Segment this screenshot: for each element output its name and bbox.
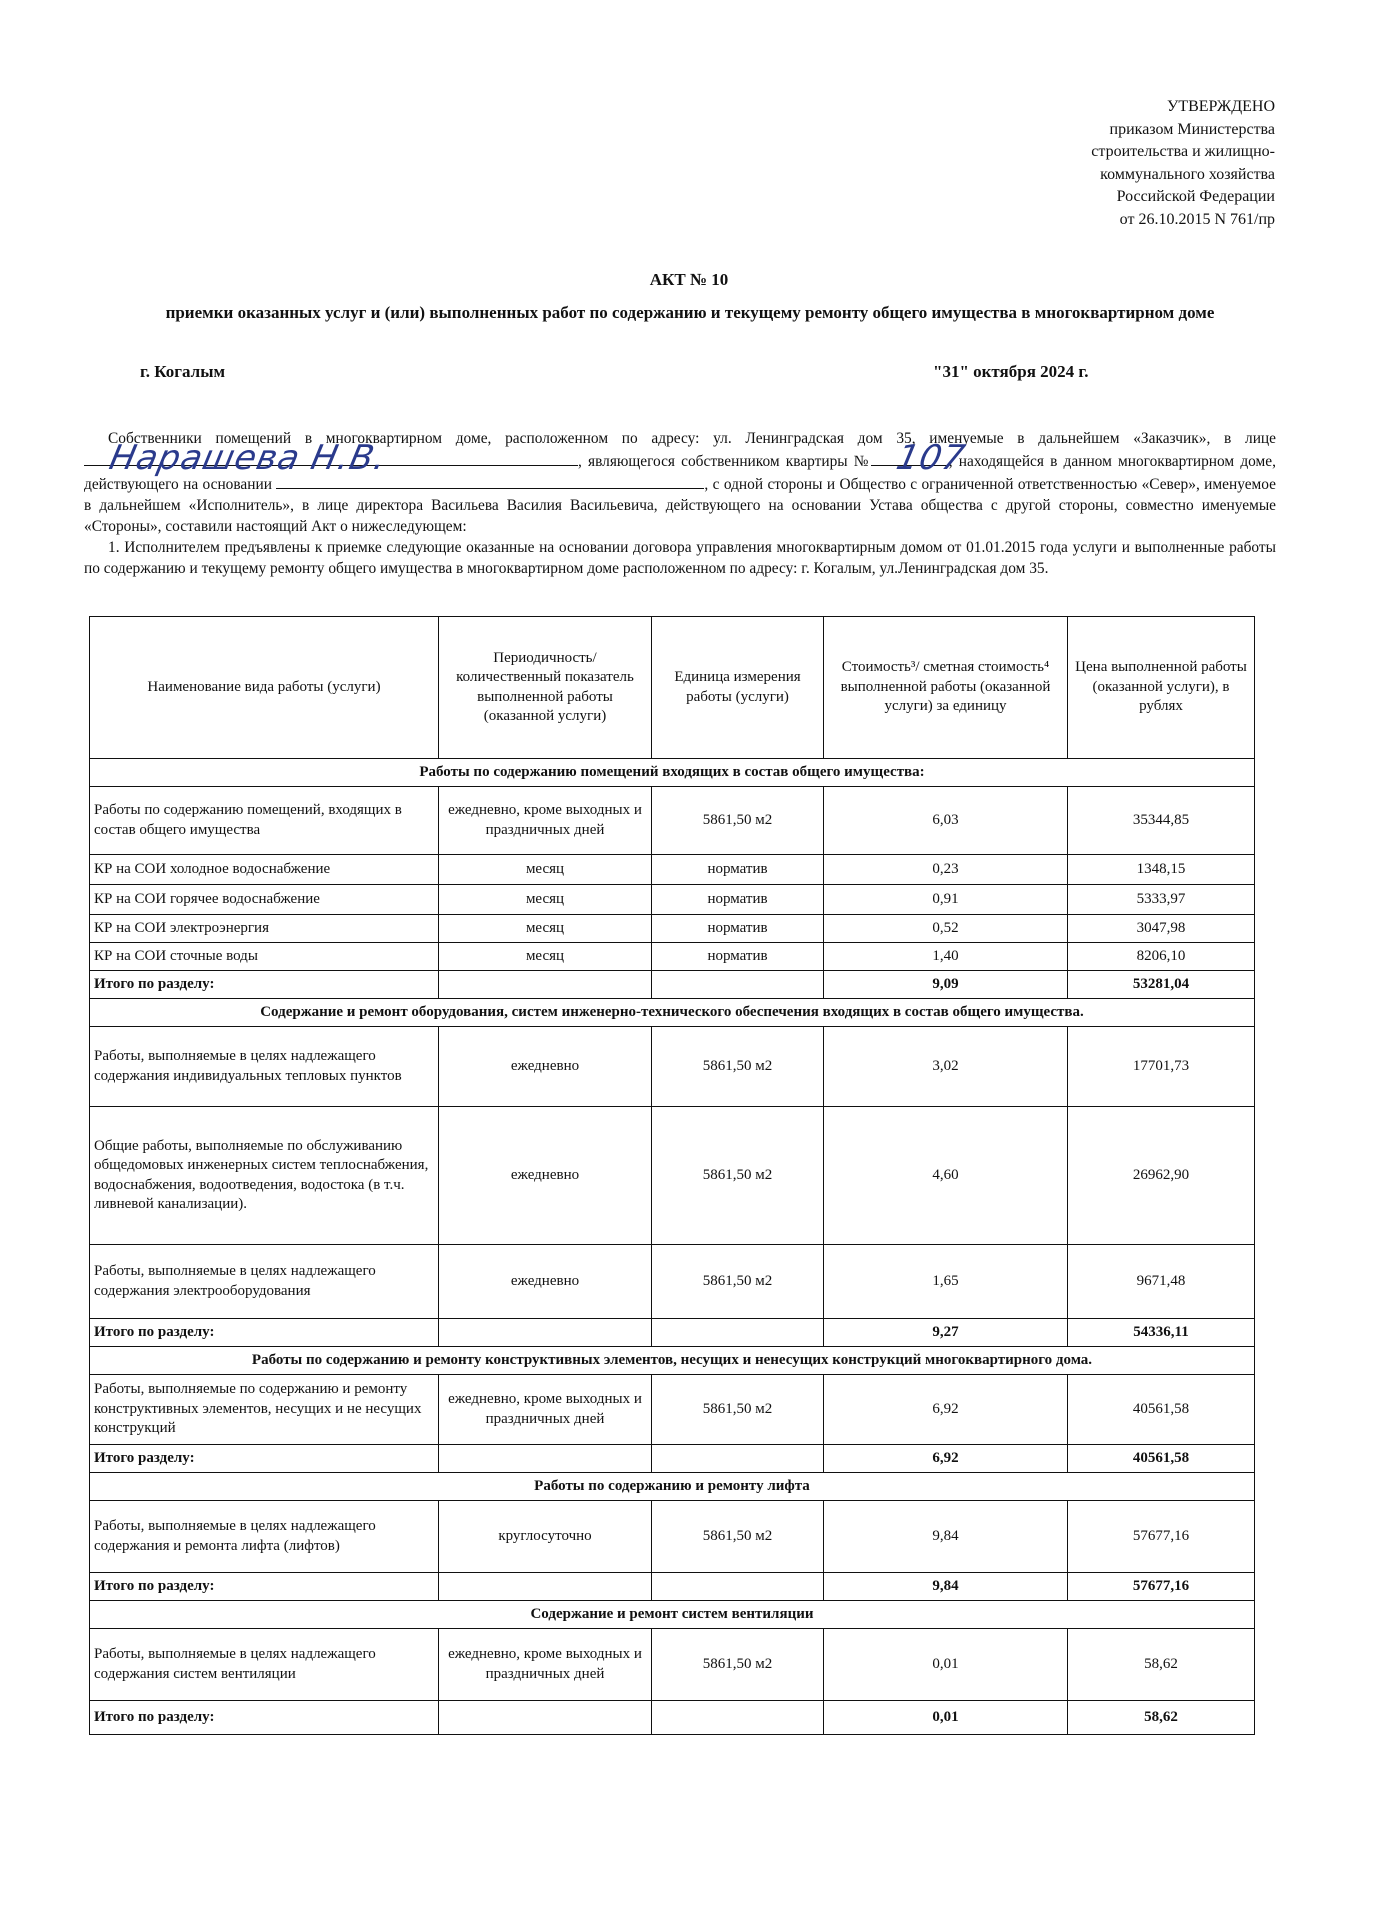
handwritten-customer-name: Нарашева Н.В. (105, 438, 391, 478)
intro-text-part: , находящейся в данном многоквартирном доме, действующего на основании (84, 453, 1276, 493)
intro-paragraph-parties (84, 428, 1276, 537)
cell-price: 40561,58 (1068, 1375, 1255, 1445)
section-total-row (90, 1701, 1255, 1735)
cell-work-name: Работы по содержанию помещений, входящих в состав общего имущества (90, 787, 439, 855)
cell-price: 58,62 (1068, 1629, 1255, 1701)
table-row (90, 855, 1255, 885)
cell-work-name: Работы, выполняемые в целях надлежащего содержания систем вентиляции (90, 1629, 439, 1701)
cell-unit-cost: 9,84 (824, 1501, 1068, 1573)
approval-line: Российской Федерации (1116, 188, 1275, 205)
total-price: 54336,11 (1068, 1319, 1255, 1347)
total-empty-cell (652, 1573, 824, 1601)
cell-price: 5333,97 (1068, 885, 1255, 915)
total-price: 58,62 (1068, 1701, 1255, 1735)
total-empty-cell (652, 1701, 824, 1735)
total-empty-cell (652, 1445, 824, 1473)
cell-price: 26962,90 (1068, 1107, 1255, 1245)
table-row (90, 1629, 1255, 1701)
cell-work-name: Работы, выполняемые в целях надлежащего содержания и ремонта лифта (лифтов) (90, 1501, 439, 1573)
cell-unit-cost: 6,03 (824, 787, 1068, 855)
table-row (90, 1107, 1255, 1245)
total-unit-cost: 9,27 (824, 1319, 1068, 1347)
total-empty-cell (439, 1445, 652, 1473)
total-unit-cost: 6,92 (824, 1445, 1068, 1473)
cell-periodicity: ежедневно (439, 1027, 652, 1107)
cell-price: 57677,16 (1068, 1501, 1255, 1573)
section-header-row (90, 1601, 1255, 1629)
total-label: Итого по разделу: (90, 971, 439, 999)
section-title: Работы по содержанию и ремонту конструктивных элементов, несущих и ненесущих конструкций многоквартирного дома. (90, 1347, 1255, 1375)
cell-periodicity: месяц (439, 885, 652, 915)
cell-unit: 5861,50 м2 (652, 1501, 824, 1573)
section-header-row (90, 1473, 1255, 1501)
total-price: 53281,04 (1068, 971, 1255, 999)
cell-periodicity: ежедневно (439, 1245, 652, 1319)
approval-line: приказом Министерства (1109, 120, 1275, 138)
cell-price: 3047,98 (1068, 915, 1255, 943)
total-empty-cell (439, 1573, 652, 1601)
table-row (90, 1027, 1255, 1107)
cell-work-name: КР на СОИ холодное водоснабжение (90, 855, 439, 885)
header-unit-cost: Стоимость³/ сметная стоимость⁴ выполненной работы (оказанной услуги) за единицу (824, 617, 1068, 759)
total-unit-cost: 0,01 (824, 1701, 1068, 1735)
intro-text (84, 428, 1276, 579)
cell-unit-cost: 0,91 (824, 885, 1068, 915)
act-city: г. Когалым (140, 362, 226, 381)
section-title: Содержание и ремонт оборудования, систем инженерно-технического обеспечения входящих в состав общего имущества. (90, 999, 1255, 1027)
total-unit-cost: 9,09 (824, 971, 1068, 999)
table-row (90, 787, 1255, 855)
handwritten-flat-number: 107 (892, 438, 970, 478)
cell-unit-cost: 6,92 (824, 1375, 1068, 1445)
table-row (90, 1501, 1255, 1573)
cell-unit-cost: 1,40 (824, 943, 1068, 971)
intro-text-part: , с одной стороны и Общество с ограниченной ответственностью «Север», именуемое в дальнейшем «Исполнитель», в лице директора Васильева Василия Васильевича, действующего на основании Устава общества с другой стороны, совместно именуемые «Стороны», составили настоящий Акт о нижеследующем: (84, 476, 1276, 535)
section-total-row (90, 1445, 1255, 1473)
act-title: АКТ № 10 (649, 270, 729, 289)
section-total-row (90, 1573, 1255, 1601)
cell-unit-cost: 4,60 (824, 1107, 1068, 1245)
section-total-row (90, 971, 1255, 999)
cell-work-name: Работы, выполняемые в целях надлежащего содержания электрооборудования (90, 1245, 439, 1319)
cell-unit: 5861,50 м2 (652, 1375, 824, 1445)
cell-unit: норматив (652, 855, 824, 885)
approval-stamp-text (945, 96, 1275, 231)
total-empty-cell (652, 1319, 824, 1347)
cell-work-name: КР на СОИ электроэнергия (90, 915, 439, 943)
basis-blank (276, 472, 704, 489)
total-empty-cell (439, 971, 652, 999)
section-header-row (90, 1347, 1255, 1375)
total-price: 40561,58 (1068, 1445, 1255, 1473)
total-empty-cell (439, 1701, 652, 1735)
cell-periodicity: месяц (439, 943, 652, 971)
section-title: Работы по содержанию и ремонту лифта (90, 1473, 1255, 1501)
approval-line: от 26.10.2015 N 761/пр (1119, 210, 1275, 228)
approval-line: коммунального хозяйства (1100, 165, 1275, 183)
cell-unit: норматив (652, 943, 824, 971)
table-row (90, 885, 1255, 915)
works-table (89, 616, 1255, 1735)
header-price: Цена выполненной работы (оказанной услуги), в рублях (1068, 617, 1255, 759)
section-title: Работы по содержанию помещений входящих в состав общего имущества: (90, 759, 1255, 787)
header-work-name: Наименование вида работы (услуги) (90, 617, 439, 759)
cell-unit-cost: 3,02 (824, 1027, 1068, 1107)
section-title: Содержание и ремонт систем вентиляции (90, 1601, 1255, 1629)
cell-periodicity: месяц (439, 855, 652, 885)
total-label: Итого разделу: (90, 1445, 439, 1473)
cell-unit: 5861,50 м2 (652, 1245, 824, 1319)
cell-unit-cost: 0,52 (824, 915, 1068, 943)
cell-unit: норматив (652, 915, 824, 943)
cell-work-name: КР на СОИ горячее водоснабжение (90, 885, 439, 915)
intro-text-part: Собственники помещений в многоквартирном доме, расположенном по адресу: ул. Ленинградская дом 35, именуемые в дальнейшем «Заказчик», в лице (108, 430, 1276, 447)
total-empty-cell (652, 971, 824, 999)
section-total-row (90, 1319, 1255, 1347)
cell-periodicity: ежедневно, кроме выходных и праздничных дней (439, 787, 652, 855)
cell-periodicity: ежедневно (439, 1107, 652, 1245)
customer-name-blank (84, 438, 578, 478)
section-header-row (90, 999, 1255, 1027)
cell-price: 35344,85 (1068, 787, 1255, 855)
cell-periodicity: месяц (439, 915, 652, 943)
flat-number-blank (871, 438, 970, 478)
table-header-row (90, 617, 1255, 759)
intro-paragraph-item-1: 1. Исполнителем предъявлены к приемке следующие оказанные на основании договора управления многоквартирным домом от 01.01.2015 года услуги и выполненные работы по содержанию и текущему ремонту общего имущества в многоквартирном доме расположенном по адресу: г. Когалым, ул.Ленинградская дом 35. (84, 539, 1276, 577)
cell-work-name: Работы, выполняемые по содержанию и ремонту конструктивных элементов, несущих и не несущих конструкций (90, 1375, 439, 1445)
total-empty-cell (439, 1319, 652, 1347)
approval-line: строительства и жилищно- (1091, 143, 1275, 160)
total-label: Итого по разделу: (90, 1573, 439, 1601)
cell-unit: 5861,50 м2 (652, 787, 824, 855)
cell-unit: норматив (652, 885, 824, 915)
cell-unit: 5861,50 м2 (652, 1629, 824, 1701)
section-header-row (90, 759, 1255, 787)
header-unit: Единица измерения работы (услуги) (652, 617, 824, 759)
total-price: 57677,16 (1068, 1573, 1255, 1601)
cell-periodicity: ежедневно, кроме выходных и праздничных дней (439, 1375, 652, 1445)
cell-unit: 5861,50 м2 (652, 1027, 824, 1107)
intro-text-part: , являющегося собственником квартиры № (578, 453, 871, 470)
total-unit-cost: 9,84 (824, 1573, 1068, 1601)
cell-unit-cost: 0,01 (824, 1629, 1068, 1701)
cell-price: 9671,48 (1068, 1245, 1255, 1319)
table-row (90, 915, 1255, 943)
cell-price: 1348,15 (1068, 855, 1255, 885)
cell-price: 8206,10 (1068, 943, 1255, 971)
act-subtitle: приемки оказанных услуг и (или) выполненных работ по содержанию и текущему ремонту общего имущества в многоквартирном доме (165, 303, 1215, 322)
table-row (90, 943, 1255, 971)
cell-unit: 5861,50 м2 (652, 1107, 824, 1245)
approval-line: УТВЕРЖДЕНО (1166, 98, 1275, 115)
total-label: Итого по разделу: (90, 1701, 439, 1735)
cell-work-name: Общие работы, выполняемые по обслуживанию общедомовых инженерных систем теплоснабжения, водоснабжения, водоотведения, водостока (в т.ч. ливневой канализации). (90, 1107, 439, 1245)
total-label: Итого по разделу: (90, 1319, 439, 1347)
cell-periodicity: круглосуточно (439, 1501, 652, 1573)
cell-unit-cost: 1,65 (824, 1245, 1068, 1319)
cell-periodicity: ежедневно, кроме выходных и праздничных дней (439, 1629, 652, 1701)
cell-work-name: Работы, выполняемые в целях надлежащего содержания индивидуальных тепловых пунктов (90, 1027, 439, 1107)
cell-unit-cost: 0,23 (824, 855, 1068, 885)
cell-price: 17701,73 (1068, 1027, 1255, 1107)
table-row (90, 1375, 1255, 1445)
header-periodicity: Периодичность/ количественный показатель выполненной работы (оказанной услуги) (439, 617, 652, 759)
act-date: "31" октября 2024 г. (933, 362, 1089, 381)
cell-work-name: КР на СОИ сточные воды (90, 943, 439, 971)
table-row (90, 1245, 1255, 1319)
